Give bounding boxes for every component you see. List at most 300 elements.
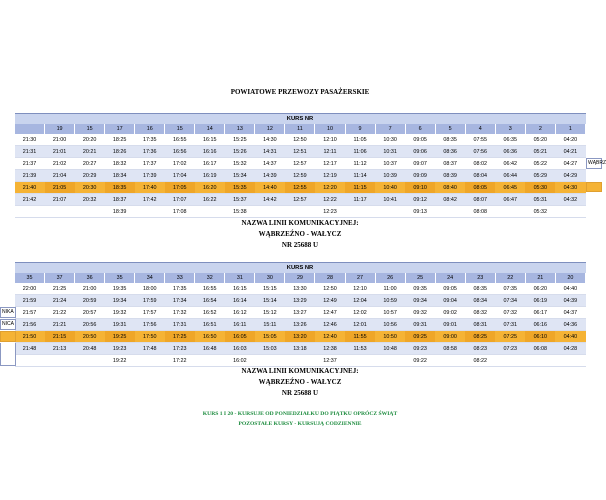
time-cell: 08:05	[465, 182, 495, 194]
kurs-number: 34	[135, 273, 165, 283]
time-cell: 21:42	[15, 194, 45, 206]
time-cell: 12:55	[285, 182, 315, 194]
time-cell: 08:04	[465, 170, 495, 182]
time-cell: 14:39	[255, 170, 285, 182]
time-cell: 18:32	[105, 158, 135, 170]
time-cell: 17:39	[135, 170, 165, 182]
time-cell: 05:22	[525, 158, 555, 170]
time-cell: 16:55	[195, 283, 225, 295]
time-cell: 04:21	[555, 146, 585, 158]
time-cell	[75, 206, 105, 218]
time-cell: 17:42	[135, 194, 165, 206]
time-cell: 17:34	[165, 295, 195, 307]
time-cell: 07:23	[495, 343, 525, 355]
timetable-2	[14, 262, 586, 367]
time-cell	[435, 206, 465, 218]
time-cell: 09:31	[405, 319, 435, 331]
time-cell: 08:35	[465, 283, 495, 295]
time-cell: 08:40	[435, 182, 465, 194]
time-cell: 17:56	[135, 319, 165, 331]
time-cell: 08:37	[435, 158, 465, 170]
kurs-number: 3	[495, 124, 525, 134]
table-row	[15, 206, 586, 218]
time-cell: 18:39	[105, 206, 135, 218]
time-cell: 12:04	[345, 295, 375, 307]
time-cell: 15:38	[225, 206, 255, 218]
kurs-number: 15	[75, 124, 105, 134]
time-cell: 10:37	[375, 158, 405, 170]
time-cell	[195, 206, 225, 218]
time-cell: 07:56	[465, 146, 495, 158]
time-cell: 12:40	[315, 331, 345, 343]
time-cell: 09:34	[405, 295, 435, 307]
time-cell	[45, 206, 75, 218]
kurs-number: 27	[345, 273, 375, 283]
time-cell: 15:35	[225, 182, 255, 194]
time-cell: 22:00	[15, 283, 45, 295]
time-cell: 16:15	[195, 134, 225, 146]
time-cell: 16:52	[195, 307, 225, 319]
time-cell: 17:05	[165, 182, 195, 194]
time-cell: 18:35	[105, 182, 135, 194]
time-cell: 16:22	[195, 194, 225, 206]
time-cell: 05:32	[525, 206, 555, 218]
time-cell: 20:27	[75, 158, 105, 170]
time-cell: 10:57	[375, 307, 405, 319]
time-cell: 20:30	[75, 182, 105, 194]
time-cell: 12:59	[285, 170, 315, 182]
kurs-number: 7	[375, 124, 405, 134]
note-weekdays: KURS 1 I 20 - KURSUJE OD PONIEDZIAŁKU DO PIĄTKU OPRÓCZ ŚWIĄT	[202, 411, 398, 417]
table-row	[15, 295, 586, 307]
time-cell: 18:25	[105, 134, 135, 146]
stub-right-1: WĄBRZ	[586, 158, 602, 169]
time-cell: 16:16	[195, 146, 225, 158]
kurs-number-row	[15, 124, 586, 134]
time-cell: 13:18	[285, 343, 315, 355]
time-cell: 08:02	[465, 158, 495, 170]
kurs-number: 29	[285, 273, 315, 283]
time-cell: 09:13	[405, 206, 435, 218]
kurs-number: 28	[315, 273, 345, 283]
time-cell: 10:59	[375, 295, 405, 307]
kurs-number: 37	[45, 273, 75, 283]
time-cell: 18:37	[105, 194, 135, 206]
time-cell: 20:50	[75, 331, 105, 343]
timetable-1	[14, 113, 586, 218]
kurs-number: 30	[255, 273, 285, 283]
time-cell: 08:58	[435, 343, 465, 355]
time-cell: 19:31	[105, 319, 135, 331]
kurs-number: 17	[105, 124, 135, 134]
time-cell: 20:20	[75, 134, 105, 146]
line-caption-2	[0, 366, 600, 399]
time-cell: 04:36	[555, 319, 585, 331]
time-cell: 19:34	[105, 295, 135, 307]
time-cell: 08:31	[465, 319, 495, 331]
time-cell: 12:49	[315, 295, 345, 307]
kurs-number: 22	[495, 273, 525, 283]
time-cell: 17:02	[165, 158, 195, 170]
time-cell: 13:27	[285, 307, 315, 319]
time-cell: 04:29	[555, 170, 585, 182]
kurs-number: 19	[45, 124, 75, 134]
time-cell	[525, 355, 555, 367]
time-cell: 10:41	[375, 194, 405, 206]
kurs-number: 12	[255, 124, 285, 134]
time-cell: 21:15	[45, 331, 75, 343]
time-cell: 19:22	[105, 355, 135, 367]
time-cell: 12:01	[345, 319, 375, 331]
time-cell: 09:05	[435, 283, 465, 295]
kurs-number: 5	[435, 124, 465, 134]
time-cell: 16:03	[225, 343, 255, 355]
time-cell: 04:27	[555, 158, 585, 170]
time-cell: 12:23	[315, 206, 345, 218]
time-cell: 12:37	[315, 355, 345, 367]
time-cell: 11:12	[345, 158, 375, 170]
time-cell: 21:07	[45, 194, 75, 206]
time-cell: 12:22	[315, 194, 345, 206]
time-cell: 20:32	[75, 194, 105, 206]
time-cell: 04:32	[555, 194, 585, 206]
kurs-number: 16	[135, 124, 165, 134]
time-cell	[555, 355, 585, 367]
time-cell: 04:20	[555, 134, 585, 146]
time-cell: 08:07	[465, 194, 495, 206]
table-row	[15, 343, 586, 355]
table-row-highlighted	[15, 182, 586, 194]
line-caption-2-label: NAZWA LINII KOMUNIKACYJNEJ:	[241, 367, 359, 375]
kurs-header: KURS NR	[15, 263, 586, 274]
table-row-highlighted	[15, 331, 586, 343]
time-cell: 07:31	[495, 319, 525, 331]
kurs-number: 33	[165, 273, 195, 283]
time-cell: 09:04	[435, 295, 465, 307]
time-cell: 17:40	[135, 182, 165, 194]
time-cell: 08:42	[435, 194, 465, 206]
time-cell: 21:22	[45, 307, 75, 319]
time-cell: 16:19	[195, 170, 225, 182]
time-cell: 21:48	[15, 343, 45, 355]
time-cell	[195, 355, 225, 367]
time-cell: 15:26	[225, 146, 255, 158]
time-cell: 17:50	[135, 331, 165, 343]
time-cell: 10:31	[375, 146, 405, 158]
kurs-number: 20	[555, 273, 585, 283]
time-cell: 15:25	[225, 134, 255, 146]
kurs-number: 24	[435, 273, 465, 283]
time-cell	[435, 355, 465, 367]
time-cell: 20:57	[75, 307, 105, 319]
line-caption-1	[0, 218, 600, 251]
time-cell: 21:04	[45, 170, 75, 182]
time-cell: 15:12	[255, 307, 285, 319]
line-caption-1-route: WĄBRZEŹNO - WAŁYCZ	[258, 230, 342, 238]
time-cell: 16:14	[225, 295, 255, 307]
time-cell	[255, 355, 285, 367]
time-cell: 14:42	[255, 194, 285, 206]
time-cell: 05:30	[525, 182, 555, 194]
time-cell: 15:11	[255, 319, 285, 331]
time-cell: 12:10	[315, 134, 345, 146]
time-cell: 16:54	[195, 295, 225, 307]
time-cell: 06:17	[525, 307, 555, 319]
time-cell: 13:30	[285, 283, 315, 295]
time-cell: 18:00	[135, 283, 165, 295]
time-cell: 21:57	[15, 307, 45, 319]
table-row	[15, 319, 586, 331]
time-cell: 16:56	[165, 146, 195, 158]
time-cell: 19:35	[105, 283, 135, 295]
time-cell	[375, 206, 405, 218]
time-cell: 12:38	[315, 343, 345, 355]
time-cell: 21:37	[15, 158, 45, 170]
time-cell: 15:03	[255, 343, 285, 355]
time-cell: 15:14	[255, 295, 285, 307]
time-cell	[285, 206, 315, 218]
time-cell: 08:25	[465, 331, 495, 343]
table-row	[15, 146, 586, 158]
time-cell: 21:25	[45, 283, 75, 295]
kurs-number: 6	[405, 124, 435, 134]
time-cell	[45, 355, 75, 367]
time-cell: 06:20	[525, 283, 555, 295]
time-cell: 06:16	[525, 319, 555, 331]
kurs-number: 35	[15, 273, 45, 283]
time-cell	[375, 355, 405, 367]
table-row	[15, 134, 586, 146]
kurs-number: 31	[225, 273, 255, 283]
time-cell: 12:50	[315, 283, 345, 295]
time-cell	[135, 355, 165, 367]
time-cell	[345, 206, 375, 218]
kurs-number: 36	[75, 273, 105, 283]
time-cell: 11:14	[345, 170, 375, 182]
time-cell: 05:21	[525, 146, 555, 158]
stub-left-2c	[0, 343, 16, 366]
kurs-number: 26	[375, 273, 405, 283]
time-cell: 04:40	[555, 331, 585, 343]
time-cell: 06:42	[495, 158, 525, 170]
time-cell: 16:48	[195, 343, 225, 355]
time-cell: 06:08	[525, 343, 555, 355]
kurs-number: 23	[465, 273, 495, 283]
time-cell: 12:46	[315, 319, 345, 331]
time-cell	[15, 206, 45, 218]
kurs-number: 11	[285, 124, 315, 134]
time-cell: 21:59	[15, 295, 45, 307]
time-cell: 21:31	[15, 146, 45, 158]
time-cell: 08:36	[435, 146, 465, 158]
kurs-number: 32	[195, 273, 225, 283]
time-cell: 09:32	[405, 307, 435, 319]
stub-left-2a: NIKA	[0, 307, 16, 318]
time-cell: 16:02	[225, 355, 255, 367]
time-cell: 15:32	[225, 158, 255, 170]
time-cell: 17:23	[165, 343, 195, 355]
table-row	[15, 194, 586, 206]
time-cell: 07:35	[495, 283, 525, 295]
time-cell: 20:29	[75, 170, 105, 182]
time-cell: 09:12	[405, 194, 435, 206]
kurs-number: 25	[405, 273, 435, 283]
time-cell: 10:56	[375, 319, 405, 331]
time-cell: 04:30	[555, 182, 585, 194]
time-cell: 09:01	[435, 319, 465, 331]
time-cell: 08:08	[465, 206, 495, 218]
time-cell: 17:25	[165, 331, 195, 343]
time-cell: 07:32	[495, 307, 525, 319]
time-cell: 11:06	[345, 146, 375, 158]
time-cell: 19:25	[105, 331, 135, 343]
time-cell: 15:34	[225, 170, 255, 182]
time-cell: 17:35	[165, 283, 195, 295]
time-cell: 06:10	[525, 331, 555, 343]
time-cell: 12:02	[345, 307, 375, 319]
time-cell: 21:00	[45, 134, 75, 146]
time-cell: 16:51	[195, 319, 225, 331]
line-caption-1-label: NAZWA LINII KOMUNIKACYJNEJ:	[241, 219, 359, 227]
kurs-number-empty	[15, 124, 45, 134]
time-cell: 21:00	[75, 283, 105, 295]
time-cell: 16:11	[225, 319, 255, 331]
time-cell: 19:32	[105, 307, 135, 319]
time-cell	[555, 206, 585, 218]
time-cell: 13:26	[285, 319, 315, 331]
time-cell: 08:35	[435, 134, 465, 146]
time-cell: 14:30	[255, 134, 285, 146]
time-cell: 20:59	[75, 295, 105, 307]
time-cell: 06:36	[495, 146, 525, 158]
time-cell: 15:15	[255, 283, 285, 295]
time-cell: 17:57	[135, 307, 165, 319]
time-cell: 09:05	[405, 134, 435, 146]
note-daily: POZOSTAŁE KURSY - KURSUJĄ CODZIENNIE	[238, 421, 362, 427]
time-cell: 11:15	[345, 182, 375, 194]
time-cell: 21:40	[15, 182, 45, 194]
time-cell: 13:29	[285, 295, 315, 307]
time-cell: 09:06	[405, 146, 435, 158]
line-caption-2-route: WĄBRZEŹNO - WAŁYCZ	[258, 378, 342, 386]
time-cell: 06:45	[495, 182, 525, 194]
time-cell: 06:47	[495, 194, 525, 206]
table-row	[15, 283, 586, 295]
time-cell: 14:31	[255, 146, 285, 158]
time-cell: 13:20	[285, 331, 315, 343]
time-cell: 16:12	[225, 307, 255, 319]
stub-left-2b: NICA	[0, 319, 16, 330]
time-cell: 15:37	[225, 194, 255, 206]
kurs-number: 9	[345, 124, 375, 134]
time-cell: 17:59	[135, 295, 165, 307]
time-cell: 09:35	[405, 283, 435, 295]
time-cell: 18:34	[105, 170, 135, 182]
time-cell: 04:39	[555, 295, 585, 307]
kurs-number: 35	[105, 273, 135, 283]
time-cell: 05:29	[525, 170, 555, 182]
time-cell	[345, 355, 375, 367]
time-cell: 09:10	[405, 182, 435, 194]
time-cell: 11:05	[345, 134, 375, 146]
time-cell: 09:02	[435, 307, 465, 319]
time-cell: 20:21	[75, 146, 105, 158]
kurs-number: 13	[225, 124, 255, 134]
time-cell: 12:47	[315, 307, 345, 319]
time-cell: 12:20	[315, 182, 345, 194]
time-cell: 16:55	[165, 134, 195, 146]
time-cell	[495, 206, 525, 218]
time-cell: 18:26	[105, 146, 135, 158]
kurs-number: 10	[315, 124, 345, 134]
time-cell: 09:07	[405, 158, 435, 170]
time-cell: 21:39	[15, 170, 45, 182]
time-cell: 09:00	[435, 331, 465, 343]
time-cell: 09:25	[405, 331, 435, 343]
time-cell: 21:02	[45, 158, 75, 170]
time-cell: 16:20	[195, 182, 225, 194]
line-caption-2-number: NR 25688 U	[281, 389, 319, 397]
time-cell	[495, 355, 525, 367]
time-cell: 16:15	[225, 283, 255, 295]
time-cell: 05:31	[525, 194, 555, 206]
kurs-number: 2	[525, 124, 555, 134]
time-cell	[255, 206, 285, 218]
stub-left-2-hl	[0, 331, 16, 342]
time-cell: 16:50	[195, 331, 225, 343]
time-cell: 11:00	[375, 283, 405, 295]
time-cell: 12:50	[285, 134, 315, 146]
kurs-number: 14	[195, 124, 225, 134]
time-cell: 11:55	[345, 331, 375, 343]
time-cell: 20:48	[75, 343, 105, 355]
time-cell: 17:22	[165, 355, 195, 367]
time-cell: 04:37	[555, 307, 585, 319]
time-cell: 17:37	[135, 158, 165, 170]
kurs-header: KURS NR	[15, 114, 586, 125]
time-cell: 19:23	[105, 343, 135, 355]
time-cell: 12:57	[285, 194, 315, 206]
time-cell	[135, 206, 165, 218]
time-cell: 10:39	[375, 170, 405, 182]
time-cell: 10:40	[375, 182, 405, 194]
time-cell: 21:13	[45, 343, 75, 355]
time-cell	[15, 355, 45, 367]
time-cell: 09:23	[405, 343, 435, 355]
time-cell: 17:35	[135, 134, 165, 146]
time-cell: 07:55	[465, 134, 495, 146]
time-cell: 14:40	[255, 182, 285, 194]
table-row	[15, 307, 586, 319]
time-cell: 12:10	[345, 283, 375, 295]
kurs-number-row	[15, 273, 586, 283]
kurs-number: 15	[165, 124, 195, 134]
stub-right-1-hl	[586, 182, 602, 192]
time-cell: 06:35	[495, 134, 525, 146]
table-row	[15, 355, 586, 367]
kurs-number: 1	[555, 124, 585, 134]
time-cell: 04:28	[555, 343, 585, 355]
time-cell: 12:51	[285, 146, 315, 158]
time-cell: 09:22	[405, 355, 435, 367]
time-cell: 12:11	[315, 146, 345, 158]
time-cell: 07:34	[495, 295, 525, 307]
time-cell: 16:17	[195, 158, 225, 170]
time-cell: 12:17	[315, 158, 345, 170]
table-row	[15, 170, 586, 182]
time-cell: 16:05	[225, 331, 255, 343]
time-cell: 07:25	[495, 331, 525, 343]
